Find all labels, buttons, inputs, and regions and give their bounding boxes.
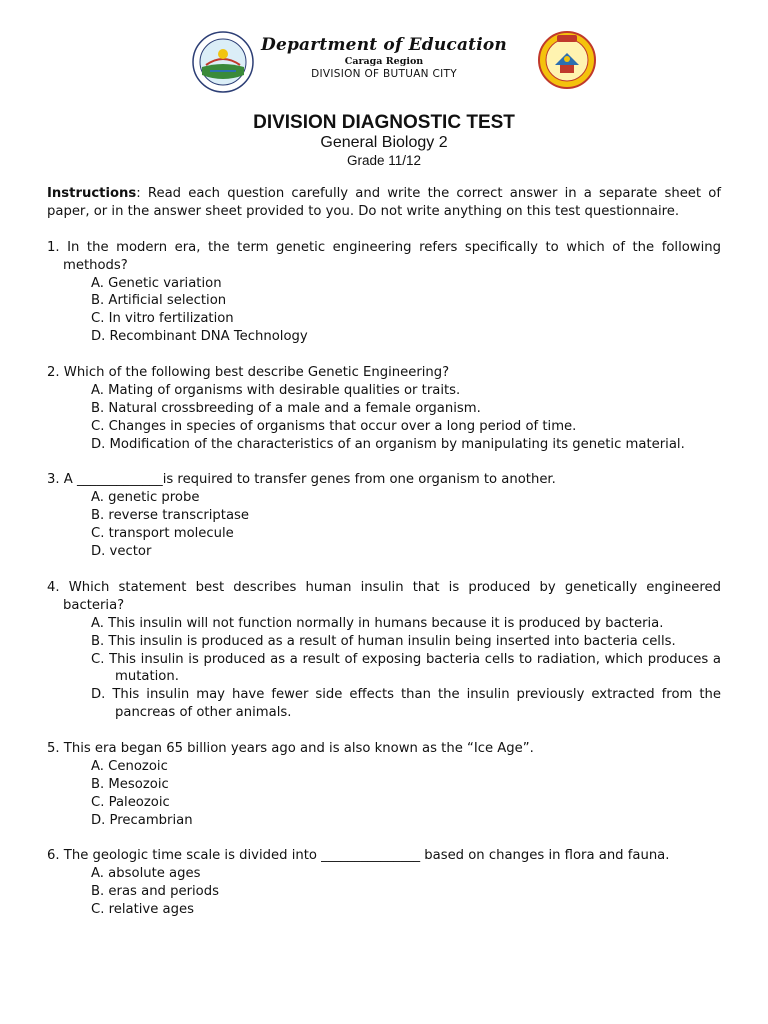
choice-a: A. Cenozoic — [91, 758, 168, 774]
choice-d: D. This insulin may have fewer side effects than the insulin previously extracted from the pancreas of other animals. — [91, 687, 721, 721]
deped-seal-icon — [538, 29, 596, 91]
test-body — [47, 185, 721, 937]
question-stem: 5. This era began 65 billion years ago and is also known as the “Ice Age”. — [47, 741, 534, 757]
question-1 — [47, 239, 721, 346]
instructions — [47, 185, 721, 221]
letterhead — [0, 26, 768, 96]
instructions-text: : Read each question carefully and write the correct answer in a separate sheet of paper, or in the answer sheet provided to you. Do not write anything on this test questionnaire. — [47, 186, 721, 219]
department-name: Department of Education — [261, 35, 507, 55]
division-name: DIVISION OF BUTUAN CITY — [311, 68, 457, 80]
question-6 — [47, 847, 721, 919]
question-stem: 3. A _____________is required to transfer genes from one organism to another. — [47, 472, 556, 488]
question-5 — [47, 740, 721, 830]
choice-c: C. relative ages — [91, 902, 194, 918]
choice-a: A. absolute ages — [91, 866, 201, 882]
test-grade: Grade 11/12 — [346, 153, 422, 168]
choice-c: C. Paleozoic — [91, 794, 170, 810]
region-name: Caraga Region — [344, 56, 424, 67]
choice-a: A. Genetic variation — [91, 275, 222, 291]
choice-a: A. Mating of organisms with desirable qualities or traits. — [91, 382, 461, 398]
choice-a: A. genetic probe — [91, 490, 200, 506]
choice-d: D. vector — [91, 544, 152, 560]
instructions-label: Instructions — [47, 186, 137, 201]
test-title: DIVISION DIAGNOSTIC TEST — [253, 112, 515, 133]
choice-c: C. transport molecule — [91, 526, 234, 542]
choice-d: D. Modification of the characteristics of an organism by manipulating its genetic material. — [91, 436, 685, 452]
choice-b: B. eras and periods — [91, 884, 219, 900]
choice-c: C. In vitro fertilization — [91, 311, 234, 327]
question-2 — [47, 364, 721, 454]
choice-a: A. This insulin will not function normally in humans because it is produced by bacteria. — [91, 615, 664, 631]
question-stem: 2. Which of the following best describe Genetic Engineering? — [47, 365, 450, 381]
question-4 — [47, 579, 721, 722]
question-stem: 4. Which statement best describes human insulin that is produced by genetically engineered bacteria? — [47, 579, 721, 613]
test-subject: General Biology 2 — [320, 134, 448, 151]
choice-b: B. Artificial selection — [91, 293, 227, 309]
choice-c: C. This insulin is produced as a result of exposing bacteria cells to radiation, which produces a mutation. — [91, 651, 721, 685]
question-3 — [47, 471, 721, 561]
choice-b: B. Mesozoic — [91, 776, 169, 792]
choice-b: B. Natural crossbreeding of a male and a female organism. — [91, 400, 481, 416]
choice-c: C. Changes in species of organisms that occur over a long period of time. — [91, 418, 577, 434]
choice-d: D. Precambrian — [91, 812, 193, 828]
question-stem: 1. In the modern era, the term genetic engineering refers specifically to which of the following methods? — [47, 239, 721, 273]
question-stem: 6. The geologic time scale is divided into _______________ based on changes in flora and fauna. — [47, 848, 670, 864]
choice-b: B. reverse transcriptase — [91, 508, 250, 524]
choice-b: B. This insulin is produced as a result of human insulin being inserted into bacteria cells. — [91, 633, 676, 649]
choice-d: D. Recombinant DNA Technology — [91, 329, 308, 345]
